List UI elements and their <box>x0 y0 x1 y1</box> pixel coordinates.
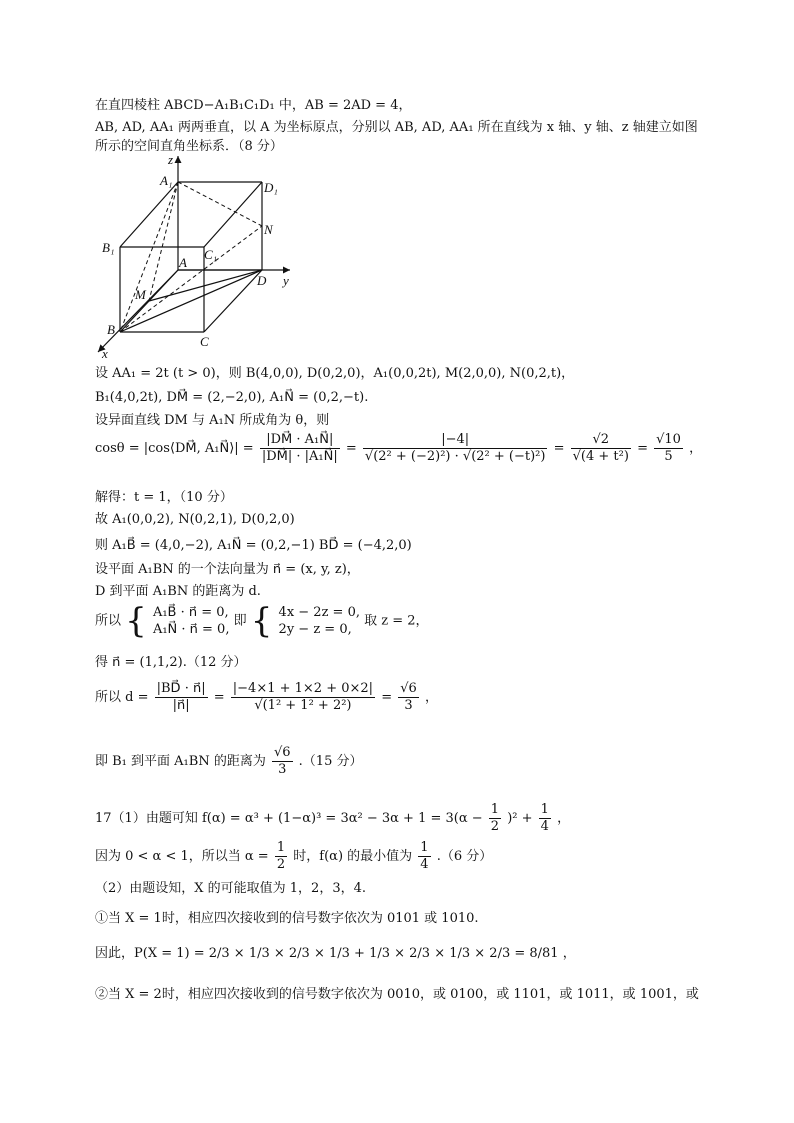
vectors-line: 则 A₁B⃗ = (4,0,−2), A₁N⃗ = (0,2,−1) BD⃗ = (−4,2,0) <box>95 538 412 553</box>
label-a1: A₁ <box>160 173 173 188</box>
cos-fraction-3: $\frac{√2}{\text{√(4 + t²)}}$ <box>572 432 629 464</box>
points-line: 故 A₁(0,0,2), N(0,2,1), D(0,2,0) <box>95 512 295 527</box>
coordinates-line-1: 设 AA₁ = 2t (t > 0)，则 B(4,0,0), D(0,2,0)，A₁(0,0,2t), M(2,0,0), N(0,2,t)， <box>95 366 575 381</box>
problem-statement-line-3: 所示的空间直角坐标系．（8 分） <box>95 139 283 154</box>
label-d: D <box>257 273 267 288</box>
label-d1: D₁ <box>264 180 278 195</box>
distance-equation: 所以 d = $\frac{|BD⃗ \cdot n⃗|}{|n⃗|}$ = $\frac{|-4\times 1 + 1\times 2 + 0\times 2|}{\text{√(1² + 1² + 2²)}}$ = $\frac{√6}{3}$ ， <box>95 681 438 713</box>
edge-c1-d1 <box>204 182 262 247</box>
angle-definition-line: 设异面直线 DM 与 A₁N 所成角为 θ，则 <box>95 413 330 428</box>
minimum-value-line: 因为 0 < α < 1，所以当 α = $\frac{1}{2}$ 时，f(α) 的最小值为 $\frac{1}{4}$ .（6 分） <box>95 840 493 872</box>
label-b: B <box>107 322 115 337</box>
label-z: z <box>168 152 174 167</box>
d-fraction-1: $\frac{|BD⃗ \cdot n⃗|}{|n⃗|}$ <box>156 681 206 713</box>
d-fraction-3: $\frac{√6}{3}$ <box>400 681 417 713</box>
segment-m-d <box>149 270 262 301</box>
label-m: M <box>135 287 146 302</box>
probability-terms: 2/3 × 1/3 × 2/3 × 1/3 + 1/3 × 2/3 × 1/3 × 2/3 = 8/81 <box>208 946 559 961</box>
case-x-2-line: ②当 X = 2时，相应四次接收到的信号数字依次为 0010，或 0100，或 1101，或 1011，或 1001，或 <box>95 987 699 1002</box>
dashed-a1-n <box>178 182 262 226</box>
system-b: 4x − 2z = 0, 2y − z = 0, <box>278 605 360 637</box>
probability-x-1-line: 因此，P(X = 1) = 2/3 × 1/3 × 2/3 × 1/3 + 1/3 × 2/3 × 1/3 × 2/3 = 8/81 ， <box>95 946 576 961</box>
label-n: N <box>264 222 273 237</box>
cuboid-coordinate-figure <box>90 152 310 362</box>
problem-17-part-1: 17（1）由题可知 f(α) = α³ + (1−α)³ = 3α² − 3α + 1 = 3(α − $\frac{1}{2}$ )² + $\frac{1}{4}$ ， <box>95 802 571 834</box>
label-c1: C₁ <box>204 247 218 262</box>
problem-statement-line-1: 在直四棱柱 ABCD−A₁B₁C₁D₁ 中，AB = 2AD = 4， <box>95 98 412 113</box>
cos-left: cosθ = |cos⟨DM⃗, A₁N⃗⟩| = <box>95 441 254 456</box>
label-c: C <box>200 334 209 349</box>
cos-theta-equation: cosθ = |cos⟨DM⃗, A₁N⃗⟩| = $\frac{\text{|DM⃗ · A₁N⃗|}}{\text{|DM⃗| · |A₁N⃗|}}$ = $\frac{|-4|}{\text{√(2² + (−2)²) · √(2² + (−t)²)}}$ = $\frac{√2}{\text{√(4 + t²)}}$ = $\frac{√10}{5}$ ， <box>95 432 703 464</box>
part-2-intro: （2）由题设知，X 的可能取值为 1，2，3，4. <box>95 881 367 896</box>
cos-fraction-4: $\frac{√10}{5}$ <box>656 432 681 464</box>
system-a: A₁B⃗ · n⃗ = 0, A₁N⃗ · n⃗ = 0, <box>152 605 230 637</box>
distance-definition-line: D 到平面 A₁BN 的距离为 d. <box>95 584 261 599</box>
dashed-a1-b <box>120 182 178 332</box>
edge-c-d <box>204 270 262 332</box>
dashed-a1-m <box>149 182 178 301</box>
normal-vector-line: 设平面 A₁BN 的一个法向量为 n⃗ = (x, y, z)， <box>95 562 360 577</box>
equation-system: 所以 { A₁B⃗ · n⃗ = 0, A₁N⃗ · n⃗ = 0, 即 { 4x − 2z = 0, 2y − z = 0, 取 z = 2， <box>95 601 429 641</box>
label-y: y <box>283 273 289 288</box>
problem-statement-line-2: AB, AD, AA₁ 两两垂直，以 A 为坐标原点，分别以 AB, AD, AA₁ 所在直线为 x 轴、y 轴、z 轴建立如图 <box>95 120 698 135</box>
label-x: x <box>102 346 108 361</box>
edge-a1-b1 <box>120 182 178 247</box>
label-a: A <box>179 255 187 270</box>
coordinates-line-2: B₁(4,0,2t), DM⃗ = (2,−2,0), A₁N⃗ = (0,2,−t). <box>95 390 369 405</box>
normal-result-line: 得 n⃗ = (1,1,2).（12 分） <box>95 655 247 670</box>
solve-t-line: 解得：t = 1，（10 分） <box>95 490 233 505</box>
distance-conclusion: 即 B₁ 到平面 A₁BN 的距离为 $\frac{√6}{3}$ .（15 分） <box>95 745 363 777</box>
cos-fraction-1: $\frac{\text{|DM⃗ · A₁N⃗|}}{\text{|DM⃗| · |A₁N⃗|}}$ <box>261 432 338 464</box>
case-x-1-line: ①当 X = 1时，相应四次接收到的信号数字依次为 0101 或 1010. <box>95 911 479 926</box>
d-fraction-2: $\frac{|-4\times 1 + 1\times 2 + 0\times 2|}{\text{√(1² + 1² + 2²)}}$ <box>232 681 374 713</box>
cos-fraction-2: $\frac{|-4|}{\text{√(2² + (−2)²) · √(2² + (−t)²)}}$ <box>364 432 546 464</box>
label-b1: B₁ <box>102 240 115 255</box>
